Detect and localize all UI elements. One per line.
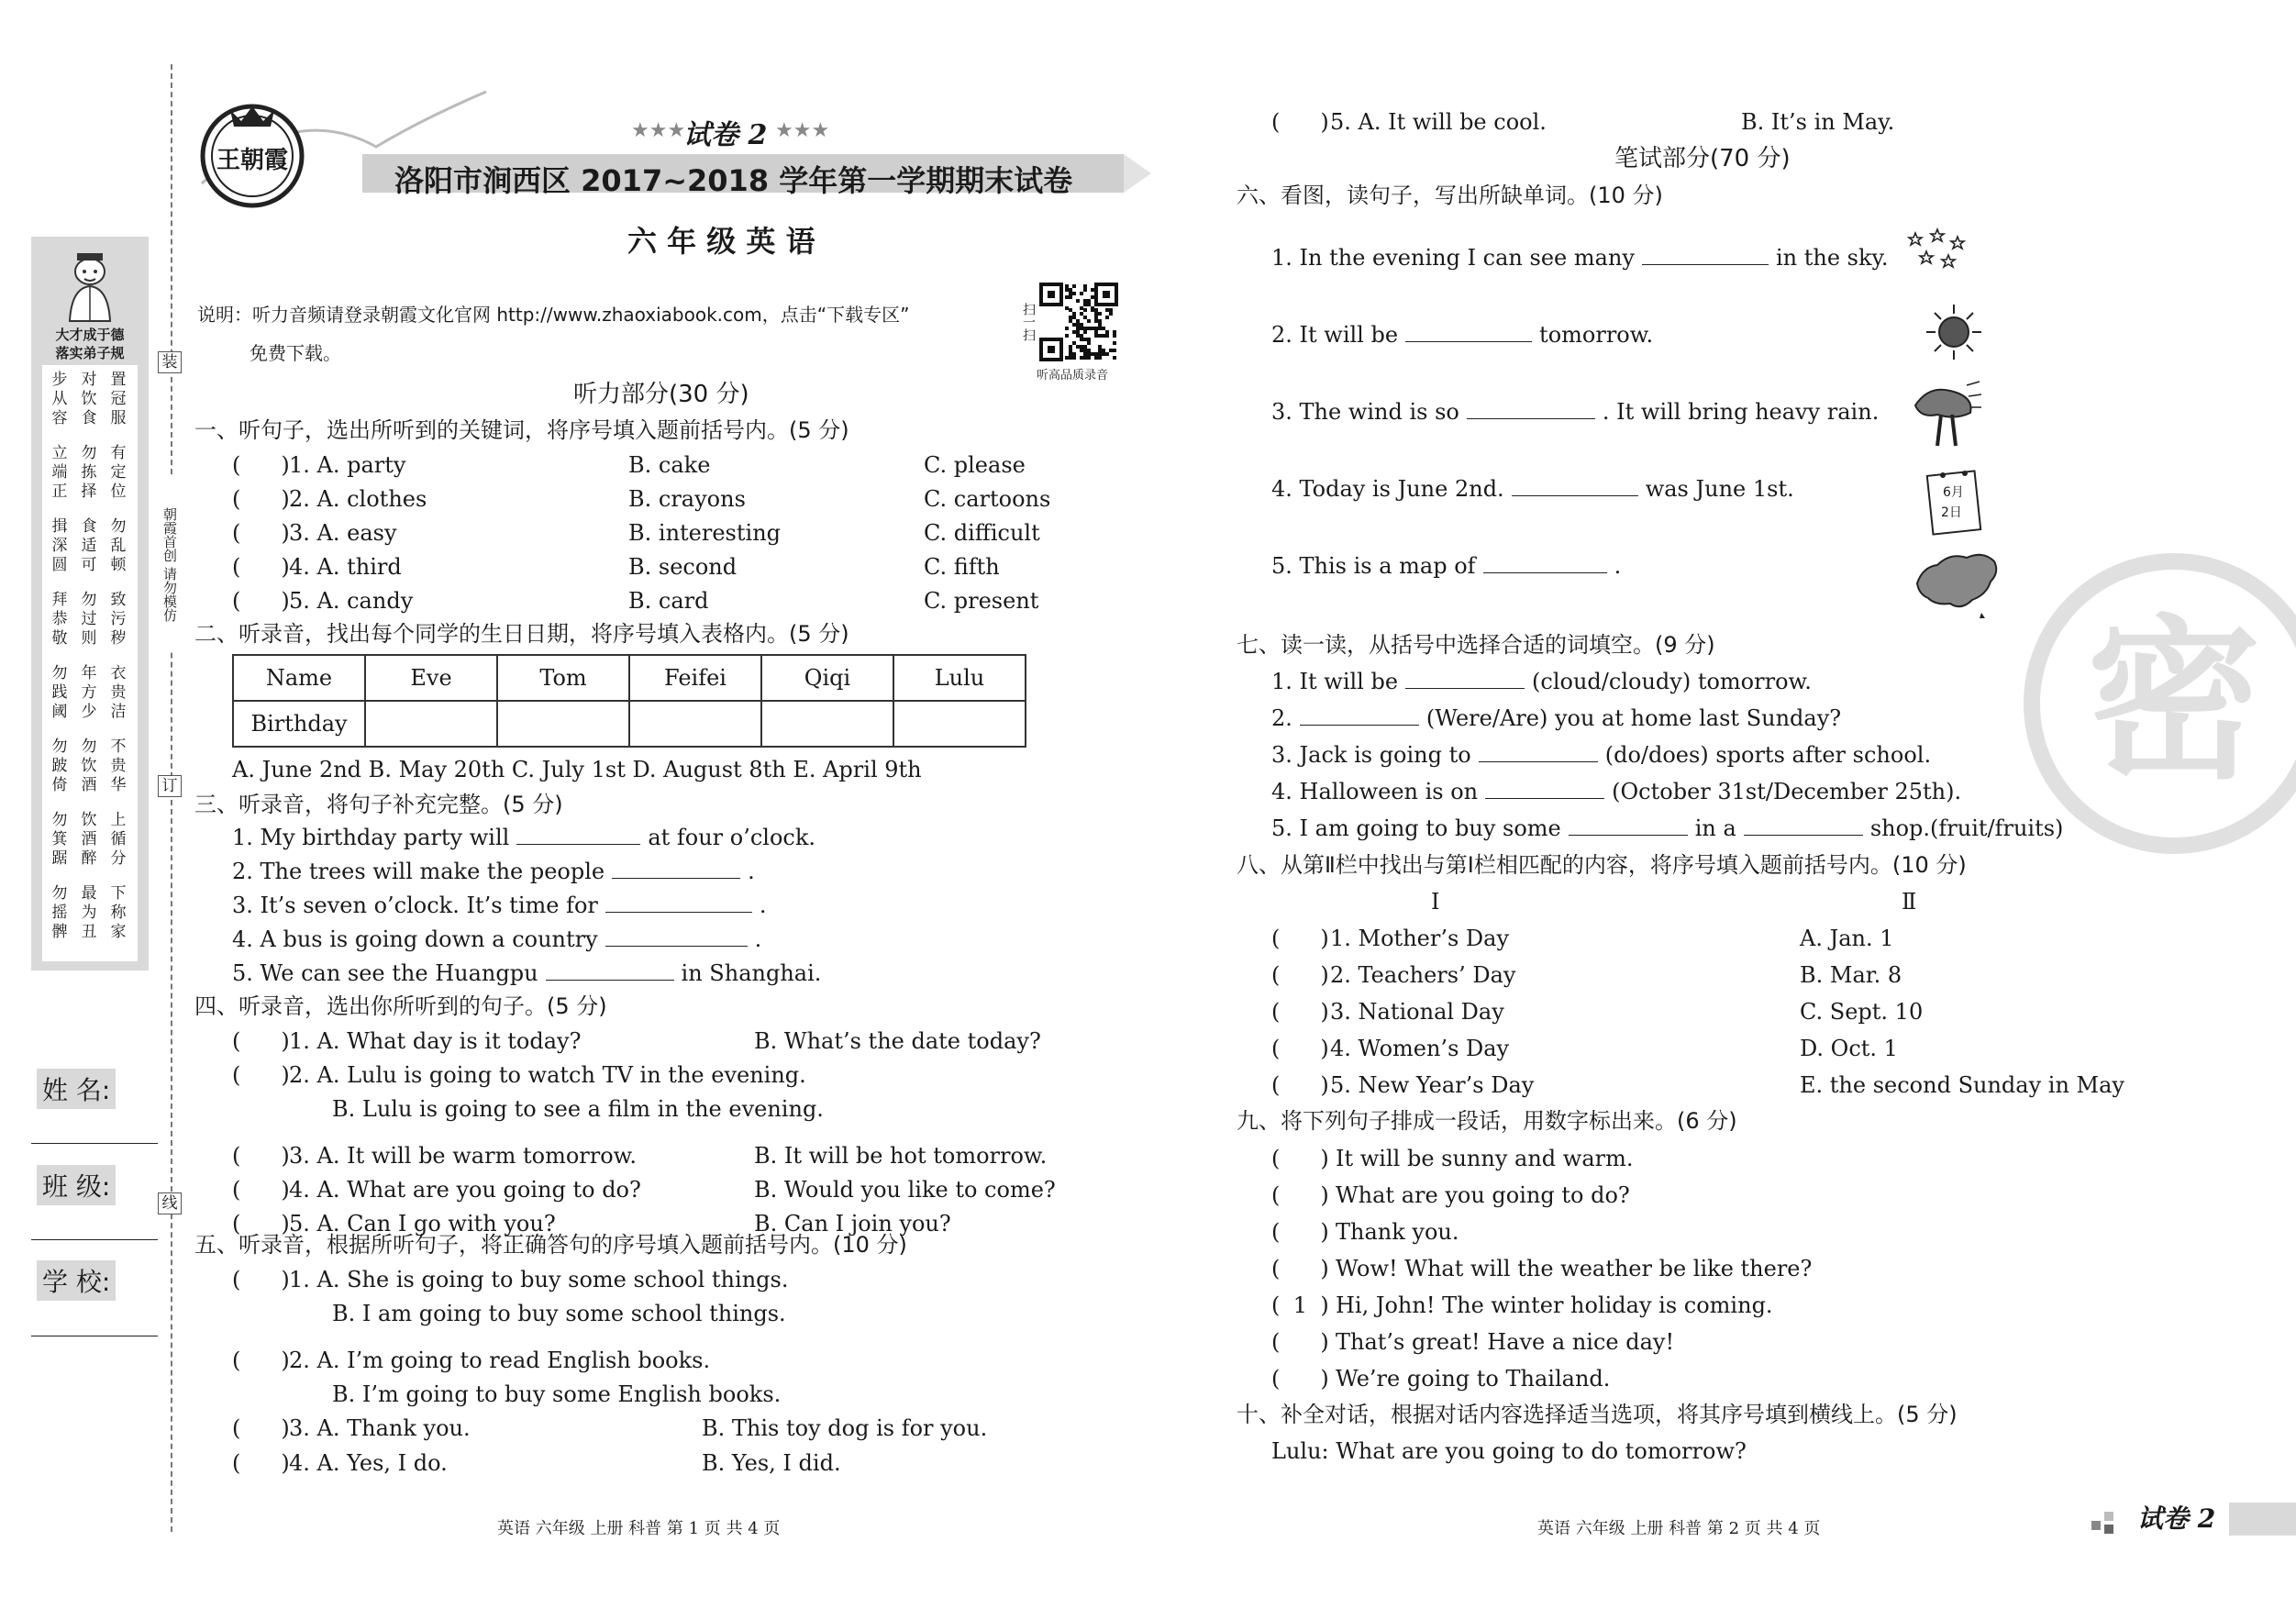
calendar-day: 2日: [1941, 505, 1962, 520]
motto-column: 最为丑: [81, 884, 97, 941]
option-b: B. It’s in May.: [1741, 109, 1895, 135]
section-2-title: 二、听录音，找出每个同学的生日日期，将序号填入表格内。(5 分): [194, 621, 849, 647]
sentence-end: (do/does) sports after school.: [1604, 742, 1932, 768]
answer-bracket[interactable]: ( ): [232, 588, 290, 614]
fill-blank-sentence: [232, 858, 755, 885]
section-10-title: 十、补全对话，根据对话内容选择适当选项，将其序号填到横线上。(5 分): [1237, 1402, 1958, 1427]
answer-bracket[interactable]: ( ): [1271, 999, 1329, 1025]
option-b: B. It will be hot tomorrow.: [754, 1143, 1048, 1169]
option-a: 5. A. It will be cool.: [1330, 109, 1547, 135]
calendar-icon: [1926, 466, 1985, 536]
cut-label-zhuang: 装: [158, 351, 182, 373]
option-b: B. Would you like to come?: [754, 1177, 1056, 1203]
sentence-end: .: [759, 893, 767, 918]
sentence-end: (October 31st/December 25th).: [1612, 779, 1962, 804]
sentence-start: 4. Today is June 2nd.: [1271, 476, 1504, 502]
answer-blank[interactable]: [516, 824, 640, 845]
option-a: 2. A. clothes: [289, 486, 427, 512]
table-header-cell: Feifei: [629, 655, 761, 701]
section-9-title: 九、将下列句子排成一段话，用数字标出来。(6 分): [1237, 1108, 1737, 1134]
footer-left: 英语 六年级 上册 科普 第 1 页 共 4 页: [497, 1519, 781, 1538]
watermark-glyph: 密: [2086, 600, 2261, 803]
stars-left: ★★★: [631, 119, 686, 142]
option-b: B. Yes, I did.: [702, 1450, 841, 1476]
answer-blank[interactable]: [605, 892, 752, 913]
match-item-left: 3. National Day: [1330, 999, 1504, 1025]
birthday-answer-cell[interactable]: [761, 701, 893, 747]
birthday-answer-cell[interactable]: [497, 701, 629, 747]
match-item-left: 1. Mother’s Day: [1330, 926, 1510, 951]
option-b: B. interesting: [628, 520, 782, 546]
match-item-right: B. Mar. 8: [1800, 962, 1902, 988]
answer-blank[interactable]: [1405, 668, 1525, 689]
calendar-month: 6月: [1943, 485, 1964, 500]
qr-side-text: 扫一扫: [1021, 303, 1036, 341]
qr-caption: 听高品质录音: [1037, 369, 1109, 383]
option-b: B. I’m going to buy some English books.: [332, 1381, 782, 1407]
option-c: C. cartoons: [924, 486, 1051, 512]
answer-bracket[interactable]: ( ): [232, 1267, 290, 1292]
logo-text: 王朝霞: [216, 147, 288, 174]
sentence-end: was June 1st.: [1645, 476, 1794, 502]
motto-column: 拜恭敬: [51, 591, 68, 648]
option-a: 1. A. She is going to buy some school things.: [289, 1267, 789, 1292]
motto-column: 勿过则: [81, 591, 97, 648]
cut-label-ding: 订: [158, 775, 182, 797]
answer-blank[interactable]: [1744, 815, 1863, 836]
answer-bracket[interactable]: ( ): [1271, 962, 1329, 988]
option-a: 1. A. What day is it today?: [289, 1028, 582, 1054]
match-item-right: A. Jan. 1: [1800, 926, 1894, 951]
motto-column: 揖深圆: [51, 517, 68, 574]
motto-grid: [42, 365, 138, 961]
column-2-header: Ⅱ: [1902, 889, 1917, 915]
class-label: 班 级:: [37, 1165, 116, 1205]
sentence-end: at four o’clock.: [648, 825, 816, 850]
answer-blank[interactable]: [546, 959, 674, 981]
series-label: 试卷 2: [683, 119, 768, 151]
option-a: 4. A. third: [289, 554, 402, 580]
motto-column: 置冠服: [110, 371, 127, 427]
motto-column: 勿拣择: [81, 444, 97, 501]
match-item-left: 5. New Year’s Day: [1330, 1072, 1535, 1098]
fill-blank-sentence: [232, 926, 761, 953]
motto-column: 对饮食: [81, 371, 97, 427]
footer-right: 英语 六年级 上册 科普 第 2 页 共 4 页: [1537, 1519, 1821, 1538]
section-3-title: 三、听录音，将句子补充完整。(5 分): [194, 792, 563, 817]
dialogue-sentence: Hi, John! The winter holiday is coming.: [1336, 1292, 1773, 1318]
answer-bracket[interactable]: ( ): [1271, 926, 1329, 951]
china-map-icon: [1913, 547, 2002, 626]
motto-column: 饮酒醉: [81, 811, 97, 868]
word-choice-sentence: [1271, 668, 1812, 695]
answer-bracket[interactable]: ( ): [232, 1177, 290, 1203]
publisher-logo: [197, 101, 307, 211]
sentence-start: 4. Halloween is on: [1271, 779, 1479, 804]
cut-label-xian: 线: [158, 1192, 182, 1214]
sentence-start: 2. The trees will make the people: [232, 859, 605, 884]
answer-bracket[interactable]: ( ): [232, 452, 290, 478]
sentence-start: 4. A bus is going down a country: [232, 926, 598, 952]
answer-blank[interactable]: [1642, 244, 1769, 265]
answer-bracket[interactable]: ( ): [232, 1450, 290, 1476]
sentence-start: 3. Jack is going to: [1271, 742, 1471, 768]
stars-icon: [1906, 227, 1972, 279]
answer-bracket[interactable]: ( ): [232, 1143, 290, 1169]
answer-bracket[interactable]: ( ): [232, 486, 290, 512]
motto-column: 勿摇髀: [51, 884, 68, 941]
motto-column: 有定位: [110, 444, 127, 501]
answer-blank[interactable]: [1512, 475, 1638, 496]
birthday-answer-cell[interactable]: [629, 701, 761, 747]
answer-bracket[interactable]: ( ): [232, 520, 290, 546]
written-heading: 笔试部分(70 分): [1614, 145, 1791, 172]
sentence-end: in Shanghai.: [681, 960, 822, 986]
sentence-start: 1. In the evening I can see many: [1271, 245, 1635, 271]
sidebar-banner-line2: 落实弟子规: [55, 345, 125, 361]
name-label: 姓 名:: [37, 1069, 116, 1109]
option-a: 4. A. What are you going to do?: [289, 1177, 641, 1203]
sentence-start: 5. We can see the Huangpu: [232, 960, 538, 986]
order-bracket-mark: 1: [1292, 1292, 1308, 1318]
motto-column: 致污秽: [110, 591, 127, 648]
order-bracket[interactable]: ( ): [1271, 1329, 1329, 1355]
order-bracket[interactable]: ( ): [1271, 1256, 1329, 1281]
windy-tree-icon: [1910, 378, 1981, 448]
motto-column: 立端正: [51, 444, 68, 501]
option-b: B. This toy dog is for you.: [702, 1415, 988, 1441]
birthday-table: [232, 654, 1026, 748]
match-item-right: D. Oct. 1: [1800, 1036, 1898, 1061]
binding-cut-line: [171, 64, 172, 1532]
motto-column: 不贵华: [110, 738, 127, 794]
picture-sentence: [1271, 244, 1889, 272]
sentence-start: 5. I am going to buy some: [1271, 815, 1561, 841]
option-c: C. fifth: [924, 554, 1000, 580]
answer-blank[interactable]: [1569, 815, 1688, 836]
table-row-label: Birthday: [233, 701, 365, 747]
birthday-answer-cell[interactable]: [893, 701, 1026, 747]
motto-column: 步从容: [51, 371, 68, 427]
sentence-start: 3. It’s seven o’clock. It’s time for: [232, 893, 598, 918]
option-a: 2. A. Lulu is going to watch TV in the evening.: [289, 1062, 806, 1088]
option-c: C. please: [924, 452, 1026, 478]
option-a: 5. A. Can I go with you?: [289, 1211, 556, 1237]
birthday-options: A. June 2nd B. May 20th C. July 1st D. August 8th E. April 9th: [232, 757, 922, 782]
sentence-middle: in a: [1694, 815, 1736, 841]
answer-bracket[interactable]: ( ): [232, 1028, 290, 1054]
sentence-end: .: [754, 926, 762, 952]
option-b: B. second: [628, 554, 738, 580]
option-a: 3. A. It will be warm tomorrow.: [289, 1143, 637, 1169]
sentence-end: tomorrow.: [1539, 322, 1654, 348]
option-a: 4. A. Yes, I do.: [289, 1450, 448, 1476]
answer-blank[interactable]: [1300, 704, 1419, 726]
answer-bracket[interactable]: ( ): [232, 1211, 290, 1237]
option-c: C. difficult: [924, 520, 1040, 546]
motto-column: 衣贵洁: [110, 664, 127, 721]
motto-column: 食适可: [81, 517, 97, 574]
motto-column: 下称家: [110, 884, 127, 941]
match-item-left: 4. Women’s Day: [1330, 1036, 1510, 1061]
motto-column: 勿箕踞: [51, 811, 68, 868]
class-field[interactable]: [31, 1239, 158, 1240]
section-6-title: 六、看图，读句子，写出所缺单词。(10 分): [1237, 183, 1663, 208]
motto-column: 年方少: [81, 664, 97, 721]
exam-title: 洛阳市涧西区 2017~2018 学年第一学期期末试卷: [394, 163, 1073, 198]
motto-column: 勿跛倚: [51, 738, 68, 794]
order-bracket[interactable]: ( ): [1271, 1182, 1329, 1208]
answer-blank[interactable]: [1479, 741, 1598, 762]
answer-bracket[interactable]: ( ): [1271, 1072, 1329, 1098]
option-b: B. crayons: [628, 486, 746, 512]
exam-subtitle: 六 年 级 英 语: [627, 224, 815, 259]
order-bracket[interactable]: ( ): [1271, 1146, 1329, 1171]
scholar-illustration: [51, 244, 128, 323]
dialogue-first-line: Lulu: What are you going to do tomorrow?: [1271, 1438, 1747, 1464]
answer-bracket[interactable]: ( ): [232, 1415, 290, 1441]
sentence-start: 3. The wind is so: [1271, 399, 1459, 425]
table-header-cell: Name: [233, 655, 365, 701]
picture-sentence: [1271, 398, 1879, 426]
column-1-header: Ⅰ: [1431, 889, 1440, 915]
option-b: B. I am going to buy some school things.: [332, 1301, 786, 1326]
birthday-answer-cell[interactable]: [365, 701, 497, 747]
picture-sentence: [1271, 552, 1621, 580]
dialogue-sentence: Thank you.: [1336, 1219, 1459, 1245]
word-choice-sentence: [1271, 815, 2063, 842]
sentence-end: (cloud/cloudy) tomorrow.: [1532, 669, 1812, 694]
audio-note: 说明：听力音频请登录朝霞文化官网 http://www.zhaoxiabook.com，点击“下载专区”: [197, 304, 910, 326]
section-8-title: 八、从第Ⅱ栏中找出与第Ⅰ栏相匹配的内容，将序号填入题前括号内。(10 分): [1237, 852, 1967, 878]
fill-blank-sentence: [232, 959, 821, 987]
school-label: 学 校:: [37, 1260, 116, 1301]
confidential-watermark: [2023, 552, 2296, 855]
answer-bracket[interactable]: ( ): [232, 554, 290, 580]
section-7-title: 七、读一读，从括号中选择合适的词填空。(9 分): [1237, 632, 1715, 658]
fill-blank-sentence: [232, 892, 767, 919]
audio-note-2: 免费下载。: [250, 342, 341, 364]
table-header-cell: Tom: [497, 655, 629, 701]
match-item-right: C. Sept. 10: [1800, 999, 1924, 1025]
answer-blank[interactable]: [1483, 552, 1607, 573]
motto-column: 勿乱顿: [110, 517, 127, 574]
word-choice-sentence: [1271, 704, 1841, 732]
answer-bracket[interactable]: ( ): [1271, 1036, 1329, 1061]
answer-blank[interactable]: [612, 858, 740, 879]
motto-column: 勿饮酒: [81, 738, 97, 794]
section-4-title: 四、听录音，选出你所听到的句子。(5 分): [194, 993, 607, 1019]
answer-blank[interactable]: [1467, 398, 1595, 419]
motto-column: 上循分: [110, 811, 127, 868]
order-bracket[interactable]: ( 1 ): [1271, 1292, 1329, 1318]
listening-heading: 听力部分(30 分): [573, 381, 749, 408]
table-header-cell: Eve: [365, 655, 497, 701]
sentence-end: shop.(fruit/fruits): [1869, 815, 2064, 841]
sun-icon: [1924, 303, 1983, 361]
option-a: 2. A. I’m going to read English books.: [289, 1347, 711, 1373]
dialogue-sentence: That’s great! Have a nice day!: [1336, 1329, 1675, 1355]
option-c: C. present: [924, 588, 1039, 614]
sentence-end: (Were/Are) you at home last Sunday?: [1425, 705, 1842, 731]
answer-bracket[interactable]: ( ): [232, 1062, 290, 1088]
option-a: 1. A. party: [289, 452, 406, 478]
dialogue-sentence: What are you going to do?: [1336, 1182, 1630, 1208]
option-b: B. Can I join you?: [754, 1211, 951, 1237]
sentence-end: .: [748, 859, 755, 884]
dialogue-sentence: Wow! What will the weather be like there?: [1336, 1256, 1813, 1281]
match-item-left: 2. Teachers’ Day: [1330, 962, 1516, 988]
motto-column: 勿践阈: [51, 664, 68, 721]
order-bracket[interactable]: ( ): [1271, 1366, 1329, 1392]
section-5-title: 五、听录音，根据所听句子，将正确答句的序号填入题前括号内。(10 分): [194, 1232, 907, 1258]
sentence-start: 2.: [1271, 705, 1292, 731]
option-a: 5. A. candy: [289, 588, 414, 614]
dialogue-sentence: It will be sunny and warm.: [1336, 1146, 1634, 1171]
option-a: 3. A. easy: [289, 520, 397, 546]
match-item-right: E. the second Sunday in May: [1800, 1072, 2124, 1098]
qr-code[interactable]: [1039, 283, 1118, 361]
answer-blank[interactable]: [1405, 321, 1532, 342]
sidebar-banner-line1: 大才成于德: [55, 327, 125, 343]
sentence-start: 5. This is a map of: [1271, 553, 1476, 579]
sidebar-motto-panel: [31, 237, 149, 970]
picture-sentence: [1271, 321, 1653, 349]
cut-label-notice: 朝霞首创 请勿模仿: [158, 477, 180, 651]
word-choice-sentence: [1271, 778, 1961, 805]
answer-bracket[interactable]: ( ): [232, 1347, 290, 1373]
name-field[interactable]: [31, 1143, 158, 1144]
picture-sentence: [1271, 475, 1794, 503]
sentence-end: . It will bring heavy rain.: [1602, 399, 1880, 425]
sentence-start: 1. It will be: [1271, 669, 1399, 694]
table-header-cell: Lulu: [893, 655, 1026, 701]
word-choice-sentence: [1271, 741, 1931, 769]
section-1-title: 一、听句子，选出所听到的关键词，将序号填入题前括号内。(5 分): [194, 417, 849, 443]
table-header-cell: Qiqi: [761, 655, 893, 701]
footer-badge: 试卷 2: [2137, 1503, 2216, 1534]
dialogue-sentence: We’re going to Thailand.: [1336, 1366, 1611, 1392]
option-b: B. card: [628, 588, 709, 614]
answer-blank[interactable]: [1485, 778, 1604, 799]
order-bracket[interactable]: ( ): [1271, 1219, 1329, 1245]
sentence-start: 1. My birthday party will: [232, 825, 510, 850]
option-b: B. cake: [628, 452, 711, 478]
option-a: 3. A. Thank you.: [289, 1415, 471, 1441]
answer-bracket[interactable]: ( ): [1271, 109, 1329, 135]
sentence-end: .: [1614, 553, 1622, 579]
option-b: B. What’s the date today?: [754, 1028, 1041, 1054]
fill-blank-sentence: [232, 824, 815, 851]
sentence-start: 2. It will be: [1271, 322, 1399, 348]
sentence-end: in the sky.: [1775, 245, 1889, 271]
stars-right: ★★★: [775, 119, 830, 142]
option-b: B. Lulu is going to see a film in the evening.: [332, 1096, 824, 1122]
answer-blank[interactable]: [605, 926, 748, 947]
